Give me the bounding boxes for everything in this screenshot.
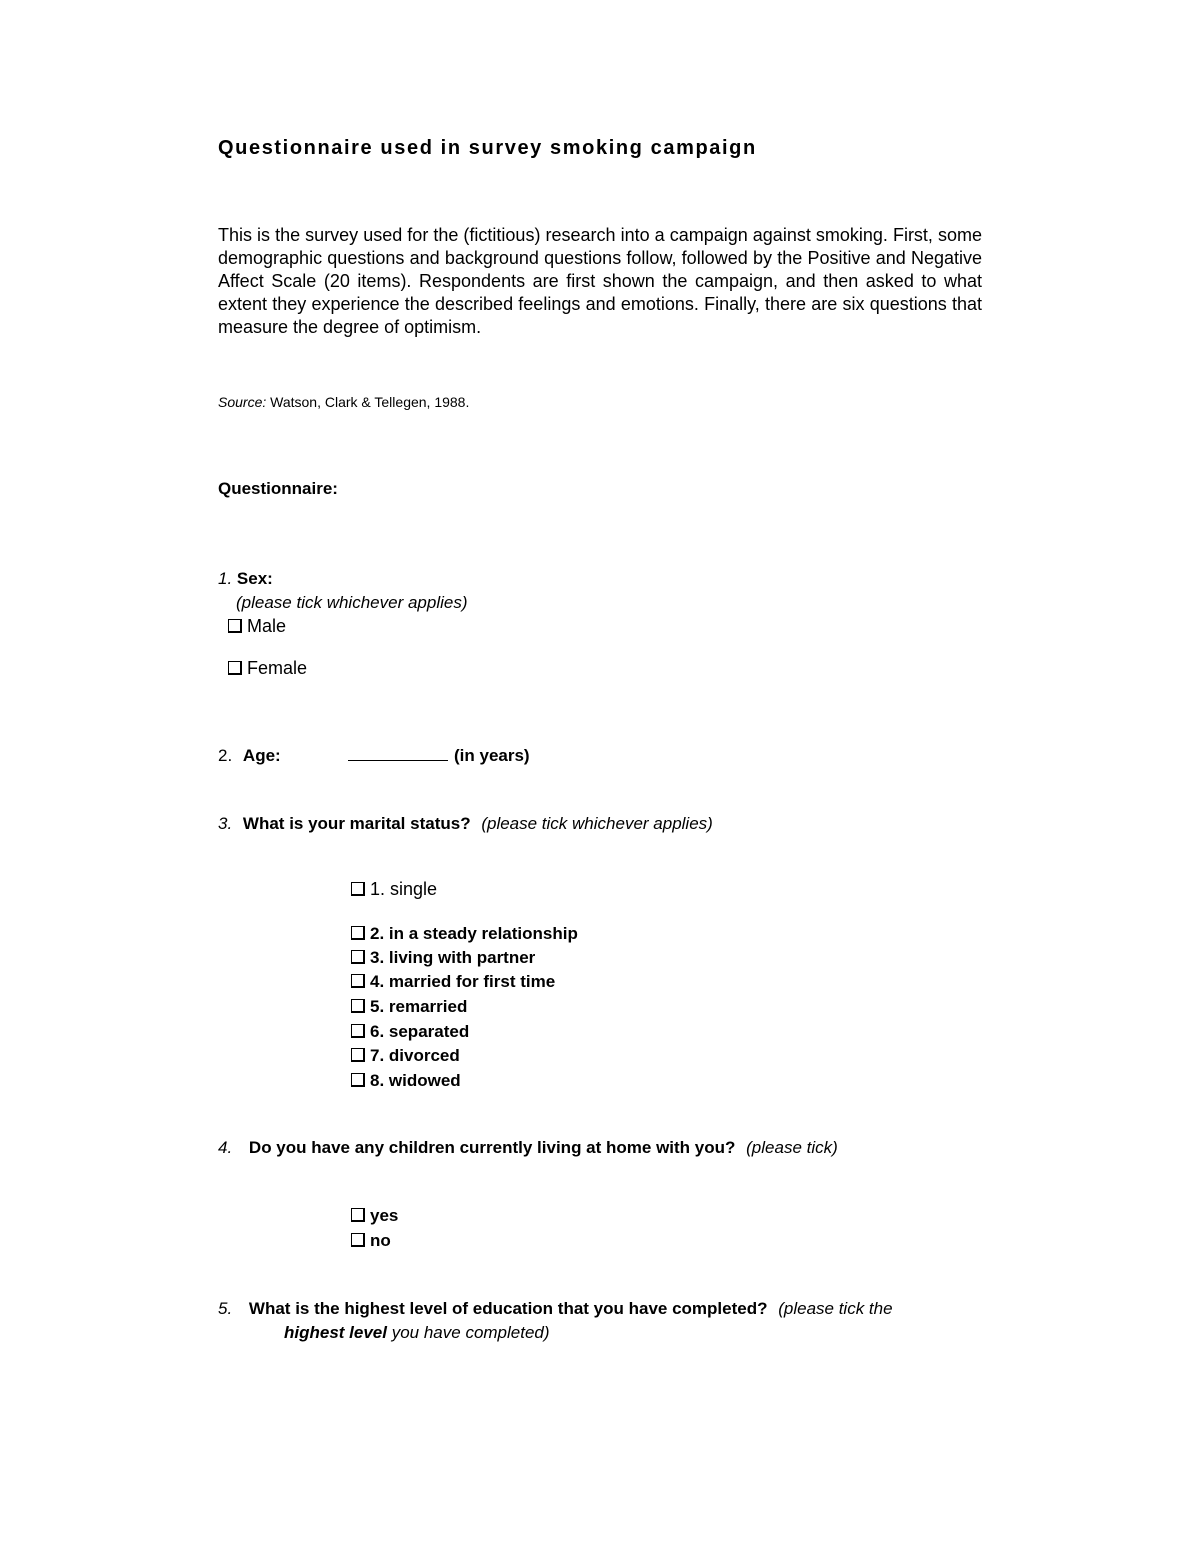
q3-option-4[interactable] xyxy=(351,972,555,992)
q5-number: 5. xyxy=(218,1299,233,1318)
q1-option-female[interactable] xyxy=(228,658,307,679)
option-label: 7. divorced xyxy=(370,1046,460,1065)
option-label: Female xyxy=(247,658,308,678)
q3-option-7[interactable] xyxy=(351,1046,460,1066)
source-citation xyxy=(218,394,469,410)
q2-number: 2. xyxy=(218,746,233,765)
q4-option-no[interactable] xyxy=(351,1231,391,1251)
option-label: 2. in a steady relationship xyxy=(370,924,578,943)
q3-number: 3. xyxy=(218,814,233,833)
option-label: Male xyxy=(247,616,287,636)
question-4 xyxy=(218,1138,838,1158)
checkbox-icon[interactable] xyxy=(351,1048,365,1062)
questionnaire-heading: Questionnaire: xyxy=(218,479,338,498)
q5-hint-line-2 xyxy=(284,1323,550,1343)
age-input-line[interactable] xyxy=(348,746,448,761)
checkbox-icon[interactable] xyxy=(351,1073,365,1087)
q4-number: 4. xyxy=(218,1138,233,1157)
q1-hint: (please tick whichever applies) xyxy=(236,593,468,612)
checkbox-icon[interactable] xyxy=(351,1233,365,1247)
q2-unit: (in years) xyxy=(454,746,530,765)
question-3 xyxy=(218,814,713,834)
q4-hint: (please tick) xyxy=(746,1138,838,1157)
checkbox-icon[interactable] xyxy=(351,1024,365,1038)
q3-option-2[interactable] xyxy=(351,924,578,944)
source-text: Watson, Clark & Tellegen, 1988. xyxy=(270,394,470,410)
checkbox-icon[interactable] xyxy=(228,619,242,633)
q3-hint: (please tick whichever applies) xyxy=(481,814,713,833)
option-label: 1. single xyxy=(370,879,438,899)
source-label: Source: xyxy=(218,394,267,410)
option-label: 4. married for first time xyxy=(370,972,556,991)
q3-option-1[interactable] xyxy=(351,879,437,900)
q5-hint-c: you have completed) xyxy=(391,1323,550,1342)
q4-label: Do you have any children currently living at home with you? xyxy=(248,1138,736,1157)
option-label: yes xyxy=(370,1206,399,1225)
checkbox-icon[interactable] xyxy=(351,1208,365,1222)
q3-option-3[interactable] xyxy=(351,948,535,968)
option-label: 6. separated xyxy=(370,1022,470,1041)
q4-option-yes[interactable] xyxy=(351,1206,398,1226)
q1-option-male[interactable] xyxy=(228,616,286,637)
q5-hint-a: (please tick the xyxy=(778,1299,893,1318)
option-label: no xyxy=(370,1231,391,1250)
question-5 xyxy=(218,1299,893,1319)
checkbox-icon[interactable] xyxy=(351,974,365,988)
q3-option-8[interactable] xyxy=(351,1071,461,1091)
checkbox-icon[interactable] xyxy=(351,926,365,940)
q5-label: What is the highest level of education that you have completed? xyxy=(248,1299,768,1318)
q3-option-6[interactable] xyxy=(351,1022,469,1042)
q2-answer xyxy=(348,746,530,766)
q3-option-5[interactable] xyxy=(351,997,467,1017)
q5-hint-b: highest level xyxy=(284,1323,387,1342)
q3-label: What is your marital status? xyxy=(242,814,471,833)
checkbox-icon[interactable] xyxy=(351,950,365,964)
checkbox-icon[interactable] xyxy=(228,661,242,675)
q1-number: 1. xyxy=(218,569,233,588)
checkbox-icon[interactable] xyxy=(351,999,365,1013)
question-2 xyxy=(218,746,281,766)
option-label: 8. widowed xyxy=(370,1071,461,1090)
question-1 xyxy=(218,569,273,589)
document-title: Questionnaire used in survey smoking campaign xyxy=(218,137,757,159)
option-label: 3. living with partner xyxy=(370,948,536,967)
intro-paragraph: This is the survey used for the (fictitious) research into a campaign against smoking. First, some demographic questions and background questions follow, followed by the Positive and Negative Affect Scale (20 items). Respondents are first shown the campaign, and then asked to what extent they experience the described feelings and emotions. Finally, there are six questions that measure the degree of optimism. xyxy=(218,225,982,337)
q2-label: Age: xyxy=(242,746,281,765)
q1-label: Sex: xyxy=(236,569,273,588)
option-label: 5. remarried xyxy=(370,997,468,1016)
checkbox-icon[interactable] xyxy=(351,882,365,896)
